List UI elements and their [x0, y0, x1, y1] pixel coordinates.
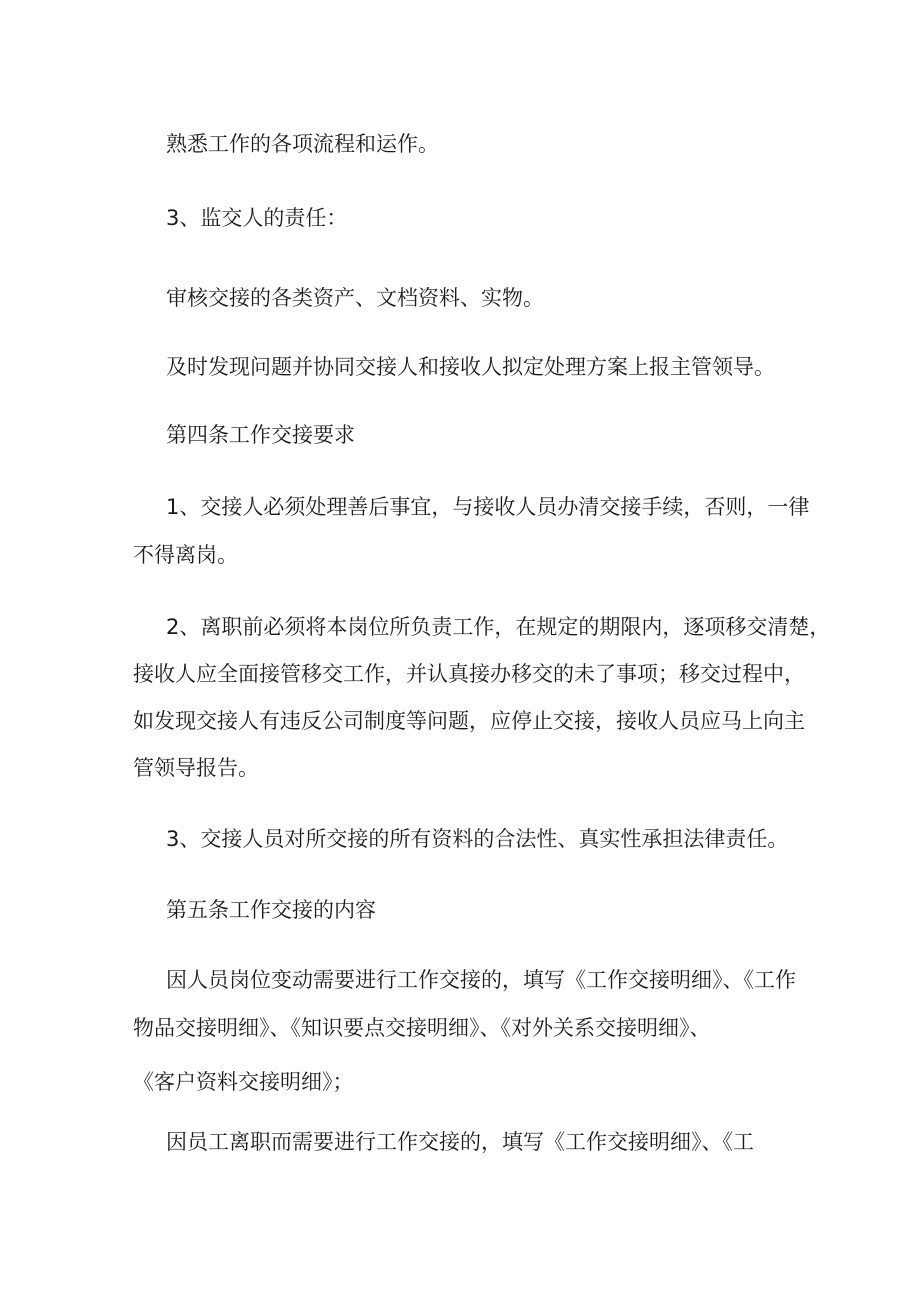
section-heading: 3、监交人的责任：: [166, 206, 348, 230]
text-line: 审核交接的各类资产、文档资料、实物。: [166, 286, 544, 310]
text-line: 物品交接明细》、《知识要点交接明细》、《对外关系交接明细》、: [133, 1016, 711, 1040]
text-line: 如发现交接人有违反公司制度等问题，应停止交接，接收人员应马上向主: [133, 709, 805, 733]
article-heading: 第五条工作交接的内容: [166, 898, 376, 922]
text-line: 及时发现问题并协同交接人和接收人拟定处理方案上报主管领导。: [166, 355, 775, 379]
text-line: 《客户资料交接明细》；: [133, 1070, 354, 1094]
text-line: 熟悉工作的各项流程和运作。: [166, 132, 439, 156]
text-line: 接收人应全面接管移交工作，并认真接办移交的未了事项；移交过程中，: [133, 662, 805, 686]
text-line: 因员工离职而需要进行工作交接的，填写《工作交接明细》、《工: [166, 1130, 754, 1154]
text-line: 不得离岗。: [133, 543, 238, 567]
text-line: 因人员岗位变动需要进行工作交接的，填写《工作交接明细》、《工作: [166, 968, 796, 992]
text-line: 3、交接人员对所交接的所有资料的合法性、真实性承担法律责任。: [166, 827, 789, 851]
text-line: 2、离职前必须将本岗位所负责工作，在规定的期限内，逐项移交清楚，: [166, 615, 831, 639]
article-heading: 第四条工作交接要求: [166, 423, 355, 447]
text-line: 管领导报告。: [133, 756, 259, 780]
text-line: 1、交接人必须处理善后事宜，与接收人员办清交接手续，否则，一律: [166, 495, 810, 519]
